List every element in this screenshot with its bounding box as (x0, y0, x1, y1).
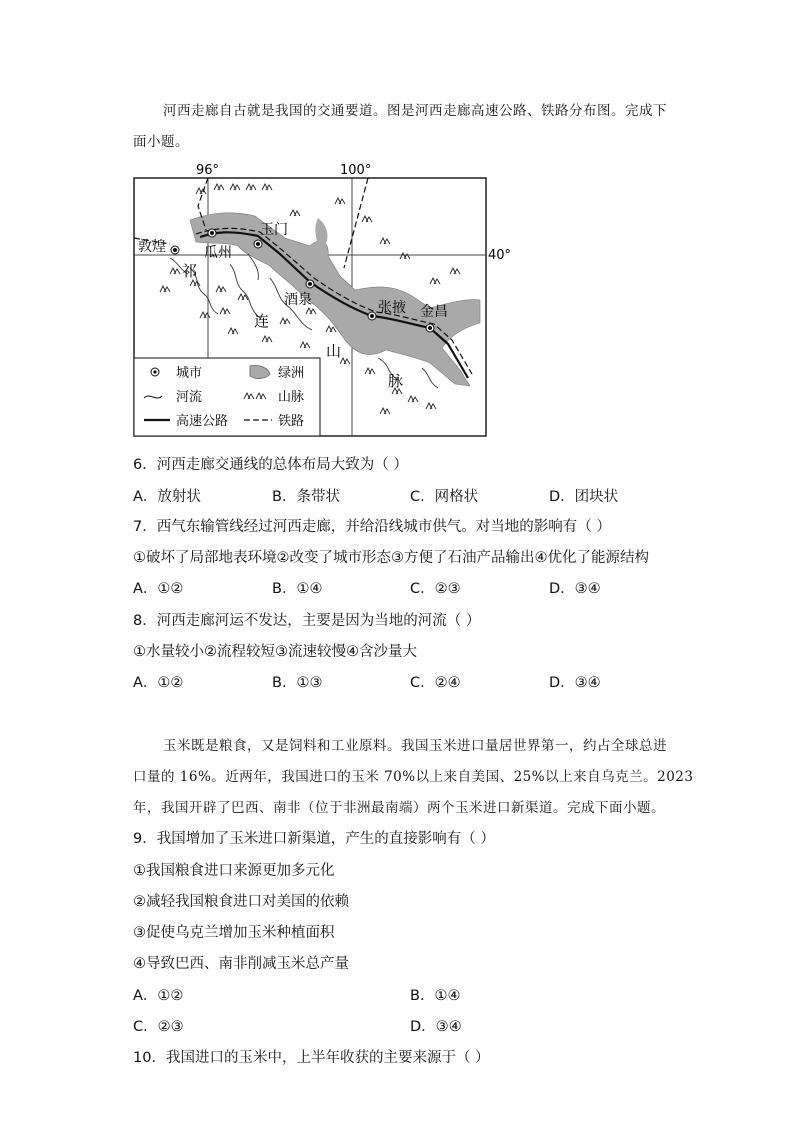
city-yumen: 玉门 (260, 222, 288, 238)
legend-city-label: 城市 (176, 366, 203, 381)
city-zhangye: 张掖 (378, 300, 406, 316)
q8-option-a[interactable]: A．①② (133, 675, 184, 691)
q7-option-b[interactable]: B．①④ (272, 581, 323, 597)
q8-option-d[interactable]: D．③④ (549, 675, 601, 691)
q6-option-a[interactable]: A．放射状 (133, 489, 201, 505)
range-char-mai: 脉 (388, 372, 404, 390)
q9-option-c[interactable]: C．②③ (133, 1019, 184, 1035)
lon-96-label: 96° (196, 163, 220, 178)
q10-stem: 10．我国进口的玉米中，上半年收获的主要来源于（ ） (133, 1050, 490, 1066)
hexi-corridor-map (130, 158, 512, 440)
city-jinchang: 金昌 (420, 304, 448, 320)
legend-railway-label: 铁路 (278, 414, 305, 429)
city-jiuquan: 酒泉 (284, 292, 312, 308)
lat-40-label: 40° (488, 248, 512, 263)
passage2-line2: 口量的 16%。近两年，我国进口的玉米 70%以上来自美国、25%以上来自乌克兰。2023 (133, 769, 694, 785)
q9-stem: 9．我国增加了玉米进口新渠道，产生的直接影响有（ ） (133, 831, 495, 847)
q9-item-3: ③促使乌克兰增加玉米种植面积 (133, 925, 335, 941)
q8-option-b[interactable]: B．①③ (272, 675, 323, 691)
passage1-line2: 面小题。 (133, 134, 189, 150)
q9-item-1: ①我国粮食进口来源更加多元化 (133, 863, 335, 879)
lon-100-label: 100° (340, 163, 372, 178)
q7-option-a[interactable]: A．①② (133, 581, 184, 597)
q6-option-c[interactable]: C．网格状 (410, 489, 479, 505)
q6-stem: 6．河西走廊交通线的总体布局大致为（ ） (133, 457, 408, 473)
legend-river-label: 河流 (176, 390, 203, 405)
q8-option-c[interactable]: C．②④ (410, 675, 461, 691)
q9-option-a[interactable]: A．①② (133, 988, 184, 1004)
legend-oasis-label: 绿洲 (278, 366, 305, 381)
q7-option-d[interactable]: D．③④ (549, 581, 601, 597)
legend-highway-label: 高速公路 (176, 414, 229, 429)
range-char-qi: 祁 (182, 262, 198, 280)
q8-items: ①水量较小②流程较短③流速较慢④含沙量大 (133, 644, 417, 660)
q7-option-c[interactable]: C．②③ (410, 581, 461, 597)
passage1-line1: 河西走廊自古就是我国的交通要道。图是河西走廊高速公路、铁路分布图。完成下 (163, 103, 667, 119)
city-dunhuang: 敦煌 (138, 239, 166, 255)
q7-items: ①破坏了局部地表环境②改变了城市形态③方便了石油产品输出④优化了能源结构 (133, 550, 649, 566)
passage2-line1: 玉米既是粮食，又是饲料和工业原料。我国玉米进口量居世界第一，约占全球总进 (163, 738, 667, 754)
passage2-line3: 年，我国开辟了巴西、南非（位于非洲最南端）两个玉米进口新渠道。完成下面小题。 (133, 800, 665, 816)
q9-option-b[interactable]: B．①④ (410, 988, 461, 1004)
q9-item-4: ④导致巴西、南非削减玉米总产量 (133, 956, 349, 972)
legend-mountain-label: 山脉 (278, 390, 305, 405)
q8-stem: 8．河西走廊河运不发达，主要是因为当地的河流（ ） (133, 613, 481, 629)
range-char-lian: 连 (254, 312, 270, 330)
q6-option-d[interactable]: D．团块状 (549, 489, 619, 505)
q6-option-b[interactable]: B．条带状 (272, 489, 340, 505)
q9-option-d[interactable]: D．③④ (410, 1019, 462, 1035)
oasis-patch (315, 218, 327, 246)
q9-item-2: ②减轻我国粮食进口对美国的依赖 (133, 894, 349, 910)
city-guazhou: 瓜州 (204, 245, 232, 261)
q7-stem: 7．西气东输管线经过河西走廊，并给沿线城市供气。对当地的影响有（ ） (133, 519, 611, 535)
range-char-shan: 山 (326, 342, 342, 360)
